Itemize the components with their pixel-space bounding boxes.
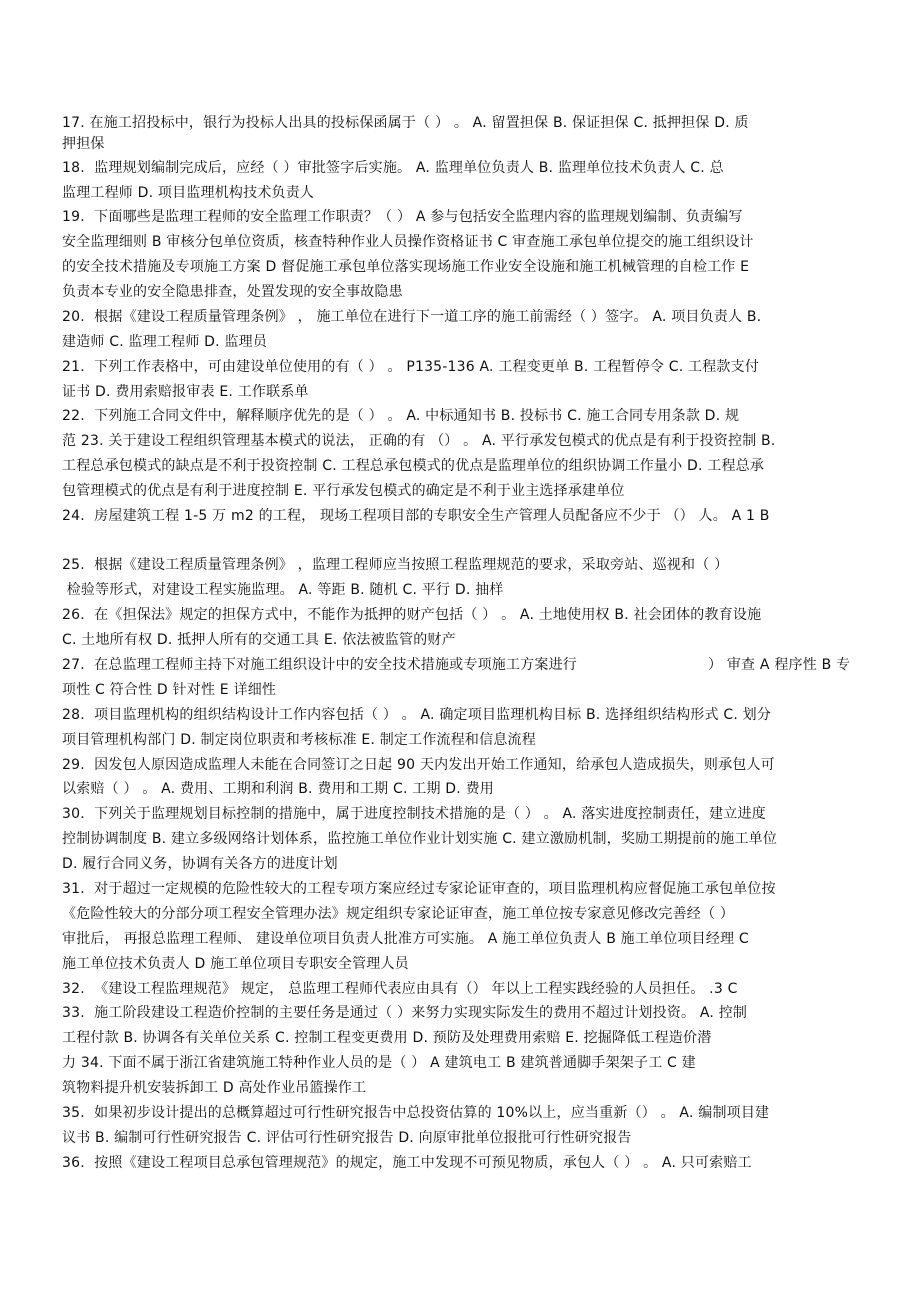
text-line: 的安全技术措施及专项施工方案 D 督促施工承包单位落实现场施工作业安全设施和施工机械管理的自检工作 E	[62, 259, 750, 275]
text-line: 21. 下列工作表格中，可由建设单位使用的有（ ） 。 P135-136 A. 工程变更单 B. 工程暂停令 C. 工程款支付	[62, 359, 760, 375]
text-line: 24. 房屋建筑工程 1-5 万 m2 的工程， 现场工程项目部的专职安全生产管理人员配备应不少于 （） 人。 A 1 B	[62, 508, 770, 524]
text-line: 筑物料提升机安装拆卸工 D 高处作业吊篮操作工	[62, 1080, 367, 1096]
text-line: 审批后， 再报总监理工程师、 建设单位项目负责人批准方可实施。 A 施工单位负责人 B 施工单位项目经理 C	[62, 931, 749, 947]
text-line: 力 34. 下面不属于浙江省建筑施工特种作业人员的是（ ） A 建筑电工 B 建筑普通脚手架架子工 C 建	[62, 1055, 696, 1071]
text-line: 安全监理细则 B 审核分包单位资质，核查特种作业人员操作资格证书 C 审查施工承包单位提交的施工组织设计	[62, 234, 754, 250]
text-line: 控制协调制度 B. 建立多级网络计划体系，监控施工单位作业计划实施 C. 建立激励机制，奖励工期提前的施工单位	[62, 831, 778, 847]
text-line: C. 土地所有权 D. 抵押人所有的交通工具 E. 依法被监管的财产	[62, 632, 456, 648]
text-line: 20. 根据《建设工程质量管理条例》 ， 施工单位在进行下一道工序的施工前需经（ ）签字。 A. 项目负责人 B.	[62, 309, 762, 325]
text-line: 25. 根据《建设工程质量管理条例》 ，监理工程师应当按照工程监理规范的要求，采取旁站、巡视和（ ）	[62, 557, 729, 573]
text-line: 工程总承包模式的缺点是不利于投资控制 C. 工程总承包模式的优点是监理单位的组织协调工作量小 D. 工程总承	[62, 458, 765, 474]
text-line: D. 履行合同义务，协调有关各方的进度计划	[62, 856, 338, 872]
text-line: 证书 D. 费用索赔报审表 E. 工作联系单	[62, 384, 309, 400]
text-line: 负责本专业的安全隐患排查，处置发现的安全事故隐患	[62, 284, 403, 300]
text-line: 包管理模式的优点是有利于进度控制 E. 平行承发包模式的确定是不利于业主选择承建单位	[62, 483, 625, 499]
text-line: ） 审查 A 程序性 B 专	[708, 657, 851, 673]
text-line: 18. 监理规划编制完成后，应经（ ）审批签字后实施。 A. 监理单位负责人 B. 监理单位技术负责人 C. 总	[62, 160, 724, 176]
text-line: 《危险性较大的分部分项工程安全管理办法》规定组织专家论证审查，施工单位按专家意见修改完善经（ ）	[62, 906, 735, 922]
text-line: 35. 如果初步设计提出的总概算超过可行性研究报告中总投资估算的 10%以上，应当重新（） 。 A. 编制项目建	[62, 1105, 770, 1121]
text-line: 议书 B. 编制可行性研究报告 C. 评估可行性研究报告 D. 向原审批单位报批可行性研究报告	[62, 1130, 632, 1146]
text-line: 27. 在总监理工程师主持下对施工组织设计中的安全技术措施或专项施工方案进行	[62, 657, 577, 673]
text-line: 建造师 C. 监理工程师 D. 监理员	[62, 334, 268, 350]
text-line: 17. 在施工招投标中，银行为投标人出具的投标保函属于（ ） 。 A. 留置担保 B. 保证担保 C. 抵押担保 D. 质	[62, 115, 749, 131]
text-line: 30. 下列关于监理规划目标控制的措施中，属于进度控制技术措施的是（ ） 。 A. 落实进度控制责任，建立进度	[62, 806, 766, 822]
text-line: 36. 按照《建设工程项目总承包管理规范》的规定，施工中发现不可预见物质，承包人（ ） 。 A. 只可索赔工	[62, 1155, 752, 1171]
text-line: 31. 对于超过一定规模的危险性较大的工程专项方案应经过专家论证审查的，项目监理机构应督促施工承包单位按	[62, 881, 776, 897]
text-line: 22. 下列施工合同文件中，解释顺序优先的是（ ） 。 A. 中标通知书 B. 投标书 C. 施工合同专用条款 D. 规	[62, 408, 740, 424]
text-line: 33. 施工阶段建设工程造价控制的主要任务是通过（ ）来努力实现实际发生的费用不超过计划投资。 A. 控制	[62, 1005, 748, 1021]
text-line: 19. 下面哪些是监理工程师的安全监理工作职责？（ ） A 参与包括安全监理内容的监理规划编制、负责编写	[62, 209, 743, 225]
text-line: 项目管理机构部门 D. 制定岗位职责和考核标准 E. 制定工作流程和信息流程	[62, 732, 536, 748]
text-line: 工程付款 B. 协调各有关单位关系 C. 控制工程变更费用 D. 预防及处理费用索赔 E. 挖掘降低工程造价潜	[62, 1030, 712, 1046]
text-line: 项性 C 符合性 D 针对性 E 详细性	[62, 682, 277, 698]
text-line: 监理工程师 D. 项目监理机构技术负责人	[62, 185, 315, 201]
text-line: 28. 项目监理机构的组织结构设计工作内容包括（ ） 。 A. 确定项目监理机构目标 B. 选择组织结构形式 C. 划分	[62, 707, 772, 723]
text-line: 检验等形式，对建设工程实施监理。 A. 等距 B. 随机 C. 平行 D. 抽样	[62, 582, 504, 598]
text-line: 施工单位技术负责人 D 施工单位项目专职安全管理人员	[62, 956, 409, 972]
text-line: 26. 在《担保法》规定的担保方式中，不能作为抵押的财产包括（ ） 。 A. 土地使用权 B. 社会团体的教育设施	[62, 607, 762, 623]
text-line: 以索赔（ ） 。 A. 费用、工期和利润 B. 费用和工期 C. 工期 D. 费用	[62, 781, 494, 797]
text-line: 押担保	[62, 136, 105, 152]
text-line: 32. 《建设工程监理规范》 规定， 总监理工程师代表应由具有（） 年以上工程实践经验的人员担任。 .3 C	[62, 981, 738, 997]
text-line: 29. 因发包人原因造成监理人未能在合同签订之日起 90 天内发出开始工作通知，给承包人造成损失，则承包人可	[62, 757, 775, 773]
text-line: 范 23. 关于建设工程组织管理基本模式的说法， 正确的有 （） 。 A. 平行承发包模式的优点是有利于投资控制 B.	[62, 433, 776, 449]
